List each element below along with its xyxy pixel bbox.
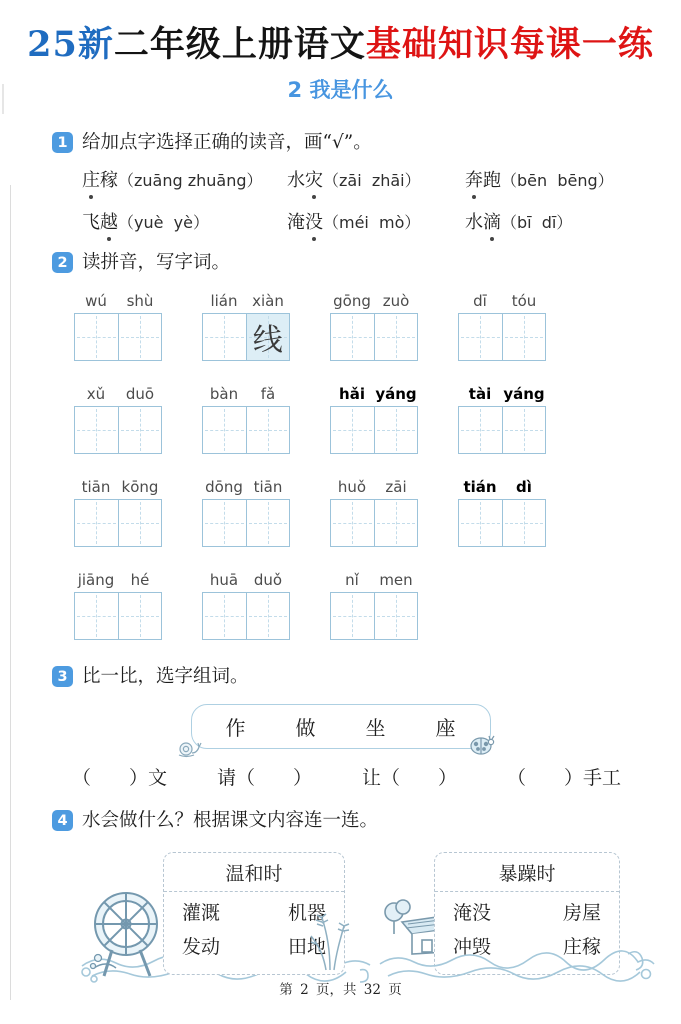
question-1-number-badge: 1 <box>52 132 73 153</box>
pinyin-word-group <box>458 385 546 454</box>
match-word: 发动 <box>182 936 221 958</box>
pinyin-word-group <box>202 292 290 361</box>
writing-grid <box>458 499 546 547</box>
word-char: 跑 <box>483 170 501 191</box>
dotted-word <box>465 208 501 234</box>
grid-cell <box>75 593 118 639</box>
pinyin-row <box>74 385 681 454</box>
grid-cell <box>118 407 162 453</box>
question-1-prompt: 给加点字选择正确的读音，画“√”。 <box>82 132 372 153</box>
dotted-word <box>82 208 118 234</box>
question-1-items <box>82 166 681 234</box>
word-char: 淹 <box>287 212 305 233</box>
character-choice-box <box>191 704 491 749</box>
matching-scene <box>0 844 681 1002</box>
grid-cell <box>246 593 290 639</box>
word-char: 灾 <box>305 166 323 192</box>
pinyin-label: wú shù <box>85 292 154 310</box>
question-2-prompt: 读拼音，写字词。 <box>82 252 231 273</box>
match-row <box>182 896 326 930</box>
word-char: 滴 <box>483 208 501 234</box>
pinyin-word-group <box>330 478 418 547</box>
pronunciation-options: （bēn bēng） <box>501 171 614 190</box>
grid-cell <box>459 407 502 453</box>
lesson-title: 2 我是什么 <box>287 78 394 102</box>
violent-water-title: 暴躁时 <box>435 853 619 892</box>
writing-grid <box>458 313 546 361</box>
pinyin-grid-rows <box>74 292 681 640</box>
writing-grid <box>330 499 418 547</box>
title-part-blue: 25新 <box>27 24 114 65</box>
grid-cell <box>203 500 246 546</box>
pinyin-word-group <box>202 571 290 640</box>
question-2-header <box>52 250 681 276</box>
pinyin-word-group <box>74 385 162 454</box>
pinyin-label: dī tóu <box>473 292 537 310</box>
match-row <box>453 896 601 930</box>
writing-grid <box>74 592 162 640</box>
choice-char: 作 <box>225 716 246 740</box>
pinyin-label: huā duǒ <box>209 571 283 589</box>
pinyin-label: tián dì <box>463 478 532 496</box>
choice-char: 坐 <box>365 716 386 740</box>
q3-answer-line <box>72 763 621 790</box>
grid-cell <box>374 407 418 453</box>
grid-cell <box>203 407 246 453</box>
grid-cell <box>246 500 290 546</box>
pinyin-row <box>74 571 681 640</box>
word-char: 稼 <box>100 170 118 191</box>
question-4-prompt: 水会做什么？根据课文内容连一连。 <box>82 810 379 831</box>
answer-blank: 请（ ） <box>216 767 312 789</box>
match-word: 淹没 <box>453 902 492 924</box>
pinyin-word-group <box>458 478 546 547</box>
choice-char: 做 <box>295 716 316 740</box>
pinyin-label: huǒ zāi <box>337 478 407 496</box>
grid-cell <box>331 314 374 360</box>
ladybug-icon <box>468 734 496 756</box>
question-4-number-badge: 4 <box>52 810 73 831</box>
grid-cell <box>459 314 502 360</box>
word-char: 水 <box>465 212 483 233</box>
title-part-black: 二年级上册语文 <box>113 24 366 65</box>
pinyin-label: tiān kōng <box>81 478 159 496</box>
grid-cell <box>118 500 162 546</box>
answer-blank: （ ）文 <box>72 767 168 789</box>
writing-grid <box>330 313 418 361</box>
match-word: 田地 <box>287 936 326 958</box>
q1-row <box>82 166 681 192</box>
word-char: 飞 <box>82 212 100 233</box>
match-word: 机器 <box>287 902 326 924</box>
writing-grid <box>330 406 418 454</box>
page-scan-mark <box>2 84 4 114</box>
choice-char: 座 <box>435 716 456 740</box>
grid-cell <box>75 407 118 453</box>
answer-blank: 让（ ） <box>361 767 457 789</box>
grid-cell <box>502 407 546 453</box>
pronunciation-options: （bī dī） <box>501 213 573 232</box>
wheat-plant-icon <box>310 910 350 972</box>
q1-item <box>82 208 287 234</box>
pinyin-word-group <box>330 292 418 361</box>
writing-grid <box>202 592 290 640</box>
pinyin-word-group <box>202 385 290 454</box>
pinyin-word-group <box>74 478 162 547</box>
writing-grid <box>202 499 290 547</box>
question-4-header <box>52 808 681 834</box>
question-2-number-badge: 2 <box>52 252 73 273</box>
dotted-word <box>287 208 323 234</box>
pronunciation-options: （zuāng zhuāng） <box>118 171 263 190</box>
match-word: 房屋 <box>562 902 601 924</box>
water-waves-right-icon <box>376 936 658 990</box>
writing-grid <box>74 406 162 454</box>
q1-item <box>465 166 614 192</box>
grid-cell <box>459 500 502 546</box>
pinyin-word-group <box>74 292 162 361</box>
grid-cell <box>75 500 118 546</box>
q1-item <box>465 208 572 234</box>
match-word: 冲毁 <box>453 936 492 958</box>
gentle-water-title: 温和时 <box>164 853 344 892</box>
question-3-header <box>52 664 681 690</box>
grid-cell <box>246 314 290 360</box>
writing-grid <box>330 592 418 640</box>
pinyin-word-group <box>330 385 418 454</box>
grid-cell <box>374 593 418 639</box>
grid-cell <box>203 593 246 639</box>
pronunciation-options: （yuè yè） <box>118 213 209 232</box>
grid-cell <box>118 314 162 360</box>
page-number: 第 2 页，共 32 页 <box>279 982 402 998</box>
pinyin-row <box>74 478 681 547</box>
grid-cell <box>75 314 118 360</box>
pinyin-label: lián xiàn <box>210 292 284 310</box>
writing-grid <box>202 313 290 361</box>
word-char: 越 <box>100 208 118 234</box>
q1-item <box>287 166 465 192</box>
pinyin-label: hǎi yáng <box>339 385 417 403</box>
pinyin-label: xǔ duō <box>86 385 155 403</box>
pinyin-label: nǐ men <box>345 571 413 589</box>
grid-cell <box>331 500 374 546</box>
q1-item <box>82 166 287 192</box>
grid-cell <box>203 314 246 360</box>
grid-cell <box>246 407 290 453</box>
grid-cell <box>374 500 418 546</box>
pinyin-word-group <box>458 292 546 361</box>
pronunciation-options: （méi mò） <box>323 213 421 232</box>
dotted-word <box>287 166 323 192</box>
waterwheel-icon <box>86 880 168 980</box>
word-char: 水 <box>287 170 305 191</box>
writing-grid <box>74 499 162 547</box>
page-title <box>0 24 681 66</box>
dotted-word <box>465 166 501 192</box>
match-row <box>182 930 326 964</box>
pinyin-row <box>74 292 681 361</box>
q1-row <box>82 208 681 234</box>
grid-cell <box>502 500 546 546</box>
match-word: 灌溉 <box>182 902 221 924</box>
pinyin-label: tài yáng <box>468 385 545 403</box>
word-char: 奔 <box>465 166 483 192</box>
title-part-red: 基础知识每课一练 <box>365 24 654 65</box>
grid-cell <box>374 314 418 360</box>
question-3-number-badge: 3 <box>52 666 73 687</box>
pinyin-label: dōng tiān <box>205 478 283 496</box>
grid-cell <box>502 314 546 360</box>
writing-grid <box>74 313 162 361</box>
handwritten-answer: 线 <box>252 323 283 358</box>
match-word: 庄稼 <box>562 936 601 958</box>
word-char: 没 <box>305 208 323 234</box>
grid-cell <box>118 593 162 639</box>
answer-blank: （ ）手工 <box>506 767 621 789</box>
writing-grid <box>202 406 290 454</box>
pinyin-word-group <box>74 571 162 640</box>
snail-icon <box>176 738 202 758</box>
writing-grid <box>458 406 546 454</box>
pinyin-label: gōng zuò <box>333 292 410 310</box>
question-3-prompt: 比一比，选字组词。 <box>82 666 249 687</box>
q1-item <box>287 208 465 234</box>
pronunciation-options: （zāi zhāi） <box>323 171 421 190</box>
grid-cell <box>331 407 374 453</box>
question-1-header <box>52 130 681 156</box>
word-char: 庄 <box>82 166 100 192</box>
dotted-word <box>82 166 118 192</box>
pinyin-word-group <box>330 571 418 640</box>
pinyin-label: jiāng hé <box>77 571 150 589</box>
grid-cell <box>331 593 374 639</box>
pinyin-label: bàn fǎ <box>209 385 276 403</box>
pinyin-word-group <box>202 478 290 547</box>
